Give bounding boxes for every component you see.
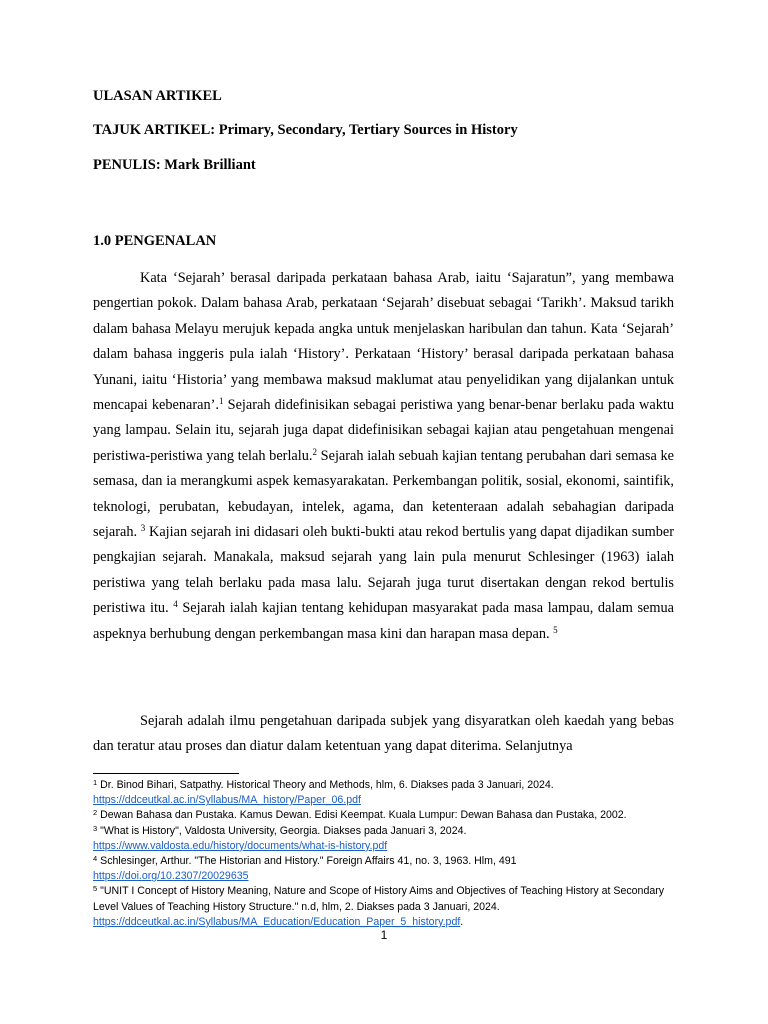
footnote-text: Dewan Bahasa dan Pustaka. Kamus Dewan. Edisi Keempat. Kuala Lumpur: Dewan Bahasa dan Pustaka, 2002.: [100, 809, 627, 822]
footnote-ref-1[interactable]: 1: [218, 396, 224, 407]
footnote-4: $^4$ Schlesinger, Arthur. "The Historian and History." Foreign Affairs 41, no. 3, 1963. Hlm, 491 https://doi.org/10.2307/20029635: [93, 854, 517, 883]
paragraph-second: [93, 709, 674, 760]
footnote-ref-5[interactable]: 5: [553, 624, 558, 635]
paragraph-text: Sejarah didefinisikan sebagai peristiwa yang benar-benar berlaku pada waktu yang lampau. Selain itu, sejarah juga dapat didefinisikan sebagai kajian atau pengetahuan mengenai peristiwa-peristiwa yang telah berlalu.: [93, 397, 674, 464]
footnote-text: "UNIT I Concept of History Meaning, Nature and Scope of History Aims and Objectives of Teaching History at Secondary Level Values of Teaching History Structure." n.d, hlm, 2. Diakses pada 3 Januari, 2024.: [93, 885, 665, 913]
document-title: ULASAN ARTIKEL: [93, 88, 222, 104]
footnote-text: Schlesinger, Arthur. "The Historian and History." Foreign Affairs 41, no. 3, 1963. Hlm, 491: [100, 855, 517, 868]
footnote-link[interactable]: https://ddceutkal.ac.in/Syllabus/MA_history/Paper_06.pdf: [93, 794, 361, 807]
author-line: PENULIS: Mark Brilliant: [93, 157, 256, 173]
footnote-text: "What is History", Valdosta University, Georgia. Diakses pada Januari 3, 2024.: [100, 824, 467, 837]
footnotes: [93, 778, 683, 930]
paragraph-text: Sejarah ialah kajian tentang kehidupan masyarakat pada masa lampau, dalam semua aspeknya berhubung dengan perkembangan masa kini dan harapan masa depan.: [93, 600, 674, 642]
footnote-separator: [93, 773, 239, 774]
footnote-ref-3[interactable]: 3: [140, 523, 146, 534]
footnote-link[interactable]: https://doi.org/10.2307/20029635: [93, 870, 249, 883]
footnote-1: $^1$ Dr. Binod Bihari, Satpathy. Historical Theory and Methods, hlm, 6. Diakses pada 3 Januari, 2024. https://ddceutkal.ac.in/Syllabus/MA_history/Paper_06.pdf: [93, 778, 554, 807]
footnote-3: $^3$ "What is History", Valdosta University, Georgia. Diakses pada Januari 3, 2024. https://www.valdosta.edu/history/documents/what-is-history.pdf: [93, 823, 467, 852]
section-heading: 1.0 PENGENALAN: [93, 233, 217, 249]
paragraph-text: Kata ‘Sejarah’ berasal daripada perkataan bahasa Arab, iaitu ‘Sajaratun”, yang membawa pengertian pokok. Dalam bahasa Arab, perkataan ‘Sejarah’ disebuat sebagai ‘Tarikh’. Maksud tarikh dalam bahasa Melayu merujuk kepada angka untuk menjelaskan haribulan dan tahun. Kata ‘Sejarah’ dalam bahasa inggeris pula ialah ‘History’. Perkataan ‘History’ berasal daripada perkataan bahasa Yunani, iaitu ‘Historia’ yang membawa maksud maklumat atau penyelidikan yang dijalankan untuk mencapai kebenaran’.: [93, 270, 674, 414]
article-title: TAJUK ARTIKEL: Primary, Secondary, Tertiary Sources in History: [93, 122, 518, 138]
footnote-link[interactable]: https://www.valdosta.edu/history/documents/what-is-history.pdf: [93, 839, 388, 852]
footnote-link[interactable]: https://ddceutkal.ac.in/Syllabus/MA_Education/Education_Paper_5_history.pdf: [93, 915, 461, 928]
footnote-text: Dr. Binod Bihari, Satpathy. Historical Theory and Methods, hlm, 6. Diakses pada 3 Januari, 2024.: [100, 779, 554, 791]
footnote-ref-4[interactable]: 4: [173, 599, 178, 610]
footnote-ref-2[interactable]: 2: [312, 446, 317, 457]
paragraph-introduction: [93, 266, 674, 647]
footnote-5: $^5$ "UNIT I Concept of History Meaning, Nature and Scope of History Aims and Objectives of Teaching History at Secondary Level Values of Teaching History Structure." n.d, hlm, 2. Diakses pada 3 Januari, 2024. https://ddceutkal.ac.in/Syllabus/MA_Education/Education_Paper_5_history.pdf.: [93, 884, 665, 928]
footnote-2: $^2$ Dewan Bahasa dan Pustaka. Kamus Dewan. Edisi Keempat. Kuala Lumpur: Dewan Bahasa dan Pustaka, 2002.: [93, 808, 627, 822]
paragraph-text: Kajian sejarah ini didasari oleh bukti-bukti atau rekod bertulis yang dapat dijadikan sumber pengkajian sejarah. Manakala, maksud sejarah yang lain pula menurut Schlesinger (1963) ialah peristiwa yang telah berlaku pada masa lalu. Sejarah juga turut disertakan dengan rekod bertulis peristiwa itu.: [93, 524, 674, 617]
paragraph-text: Sejarah adalah ilmu pengetahuan daripada subjek yang disyaratkan oleh kaedah yang bebas dan teratur atau proses dan diatur dalam ketentuan yang dapat diterima. Selanjutnya: [93, 713, 674, 755]
page-number: 1: [380, 928, 388, 942]
paragraph-text: Sejarah ialah sebuah kajian tentang perubahan dari semasa ke semasa, dan ia merangkumi aspek kemasyarakatan. Perkembangan politik, sosial, ekonomi, saintifik, teknologi, perubatan, kebudayan, intelek, agama, dan ketenteraan adalah sebahagian daripada sejarah.: [93, 447, 674, 541]
